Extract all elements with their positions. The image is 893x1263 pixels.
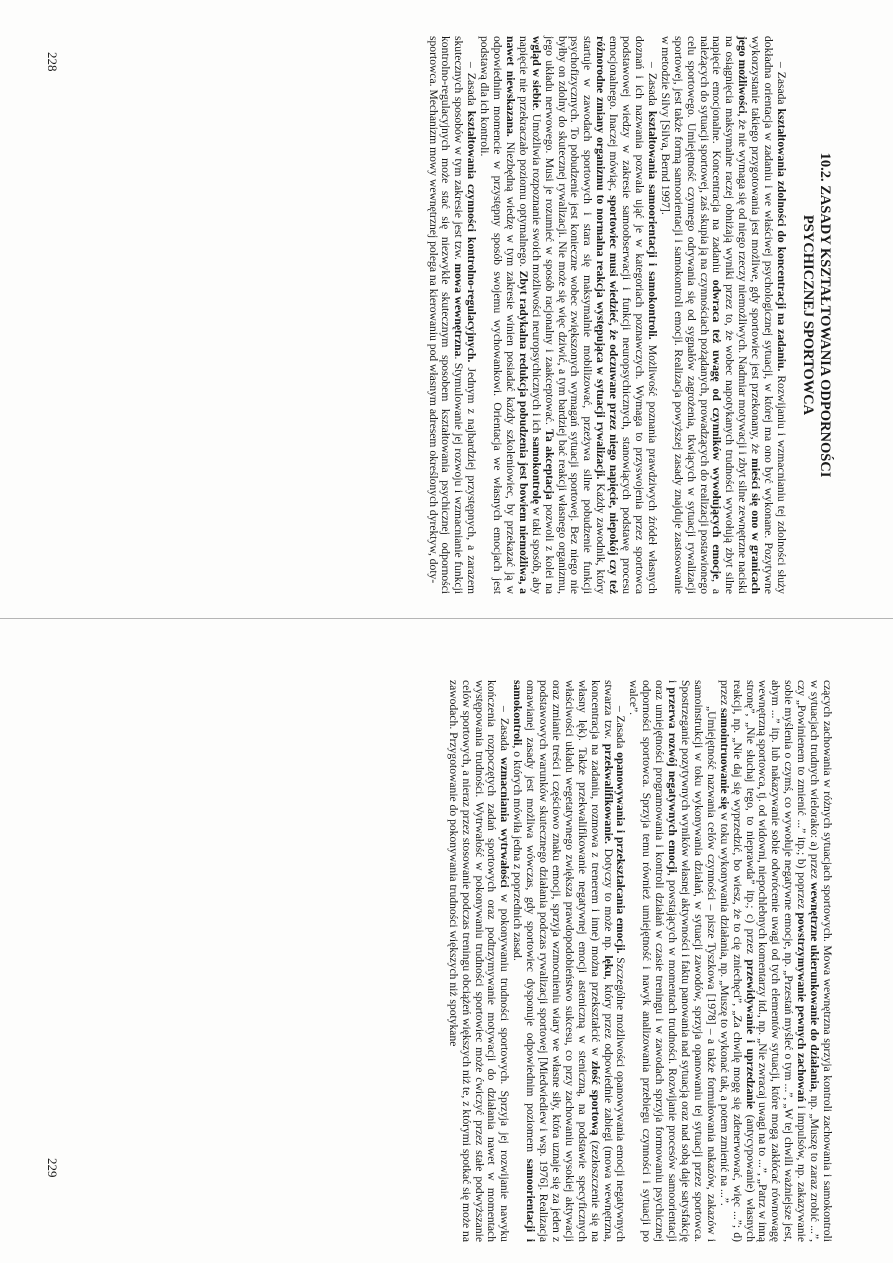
paragraph-concentration: – Zasada kształtowania zdolności do koncentracji na zadaniu. Rozwijaniu i wzmacnianiu tej zdolności służy dokładna orientacja w zadaniu i we właściwej psychologicznej sytuacji, w której ma ono być wykonane. Pozytywne wykorzystanie takiego przygotowania jest możliwe, gdy sportowiec jest przekonany, że mieści się ono w granicach jego możliwości, że nie wymaga się od niego rzeczy niemożliwych. Nadmiar motywacji i zbyt silne zewnętrzne naciski na osiągnięcia maksymalne raczej obniżają wyniki przez to, że wobec napotykanych trudności wywołują zbyt silne napięcie emocjonalne. Koncentracja na zadaniu odwraca też uwagę od czynników wywołujących emocje, a należących do sytuacji sportowej, zaś skupia ją na czynnościach pożądanych, prowadzących do realizacji postawionego celu sportowego. Umiejętność czynnego odrywania się od sygnałów zagrożenia, tkwiących w sytuacji rywalizacji sportowej, jest także formą samoorientacji i samokontroli emocji. Realizacja powyższej zasady znajduje zastosowanie w metodzie Silvy [Silva, Bernd 1997]. [658,36,788,595]
page-229 [73,680,833,1242]
page-fold-line [0,618,893,619]
paragraph-self-orientation: – Zasada kształtowania samoorientacji i samokontroli. Możliwość poznania prawdziwych źródeł własnych doznań i ich nazwania pozwala ująć je w kategoriach poznawczych. Wymaga to przyswojenia przez sportowca podstawowej wiedzy w zakresie samoobserwacji i funkcji neuropsychicznych, stanowiących podstawę procesu emocjonalnego. Inaczej mówiąc, sportowiec musi wiedzieć, że odczuwane przez niego napięcie, niepokój czy też różnorodne zmiany organizmu to normalna reakcja występująca w sytuacji rywalizacji. Każdy zawodnik, który startuje w zawodach sportowych i stara się maksymalnie mobilizować, przeżywa silne pobudzenie funkcji psychofizycznych. To pobudzenie jest konieczne wobec zwiększonych wymagań sytuacji sportowej. Bez niego nie byłby on zdolny do skutecznej rywalizacji. Nie może się więc dziwić, a tym bardziej bać reakcji własnego organizmu, jego układu nerwowego. Musi je rozumieć w sposób racjonalny i zaakceptować. Ta akceptacja pozwoli z kolei na wgląd w siebie. Umożliwia rozpoznanie swoich możliwości neuropsychicznych i ich samokontrolę w taki sposób, aby napięcie nie przekraczało poziomu optymalnego. Zbyt radykalna redukcja pobudzenia jest bowiem niemożliwa, a nawet niewskazana. Niezbędną wiedzę w tym zakresie winien posiadać każdy szkoleniowiec, by przekazać ją w odpowiednim momencie w przystępny sposób swojemu wychowankowi. Orientacja we własnych emocjach jest podstawą dla ich kontroli. [478,36,659,595]
paragraph-control-regulation: – Zasada kształtowania czynności kontrolno-regulacyjnych. Jednym z najbardziej przystępnych, a zarazem skutecznych sposobów w tym zakresie jest tzw. mowa wewnętrzna. Stymulowanie jej rozwoju i wzmacnianie funkcji kontrolno-regulacyjnych może stać się niezwykle skutecznym sposobem kształtowania psychicznej odporności sportowca. Mechanizm mowy wewnętrznej polega na kierowaniu pod własnym adresem określonych dyrektyw, doty- [426,36,479,595]
page-number-229: 229 [45,1158,60,1178]
paragraph-quotation-tyszkowa: „Umiejętność nazwania celów czynności – pisze Tyszkowa [1978] – a także formułowania nakazów, zakazów i samoinstrukcji w toku wykonywania działań, w sytuacji zawodów, sprzyja opanowaniu tej sytuacji przez sportowca. Spostrzeganie pozytywnych wyników własnej aktywności i faktu panowania nad sytuacją oraz nad sobą daje satysfakcję i przerwa rozwój negatywnych emocji, powstających w momentach trudności. Rozwijanie procesów samoorientacji oraz umiejętności programowania i kontroli działań w czasie treningu i w zawodach sprzyja formowaniu psychicznej odporności sportowca. Sprzyja temu również umiejętność i nawyk analizowania przebiegu czynności i sytuacji po walce”. [627,680,718,1242]
paragraph-inner-speech-continued: czących zachowania w różnych sytuacjach sportowych. Mowa wewnętrzna sprzyja kontroli zachowania i samokontroli w sytuacjach trudnych wielorako: a) przez wewnętrzne ukierunkowanie do działania, np. „Muszę to zaraz zrobić ...”, czy „Powinienem to zmienić ...” itp.; b) poprzez powstrzymywanie pewnych zachowań i impulsów, np. zakazywanie sobie myślenia o czymś, co wywołuje negatywne emocje, np. „Przestań myśleć o tym ...”, „W tej chwili ważniejsze jest, abym ...” itp. lub nakazywanie sobie odwrócenie uwagi od tych elementów sytuacji, które mogą zakłócać równowagę wewnętrzną sportowca, tj. od widowni, niepochlebnych komentarzy itd., np. „Nie zwracaj uwagi na to ...”, „Patrz w inną stronę”, „Nie słuchaj tego, to nieprawda” itp.; c) przez przewidywanie i uprzedzanie (antycypowanie) własnych reakcji, np. „Nie daj się wyprzedzić, bo wiesz, że to cię zniechęci”, „Za chwilę mogę się zdenerwować, więc ...”; d) przez samointruowanie się w toku wykonywania działania, np. „Muszę to wykonać tak, a potem zmienić na ...”. [717,680,834,1242]
page-number-228: 228 [45,52,60,72]
page-228 [73,36,833,594]
section-title [799,36,833,594]
paragraph-emotion-control: – Zasada opanowywania i przekształcania emocji. Szczególne możliwości opanowywania emocji negatywnych stwarza tzw. przekwalifikowanie. Dotyczy to może np. lęku, który przez odpowiednie zabiegi (mowa wewnętrzna, koncentracja na zadaniu, rozmowa z trenerem i inne) można przekształcić w złość sportową (zezłoszczenie się na własny lęk). Także przekwalifikowanie negatywnej emocji asteniczną w steniczną, na podstawie specyficznych właściwości układu wegetatywnego zwiększa prawdopodobieństwo sukcesu, co przy zachowaniu wysokiej aktywacji oraz zmianie treści i częściowo znaku emocji, sprzyja wzmocnieniu wiary we własne siły, która uznaje się za jeden z podstawowych warunków skutecznego działania podczas rywalizacji sportowej [Miedwiediew i wsp. 1976]. Realizacja omawianej zasady jest możliwa wówczas, gdy sportowiec dysponuje odpowiednim poziomem samoorientacji i samokontroli, o których mówiła jedna z poprzednich zasad. [511,680,628,1243]
section-title-line2: PSYCHICZNEJ SPORTOWCA [800,214,816,416]
section-title-line1: 10.2. ZASADY KSZTAŁTOWANIA ODPORNOŚCI [817,152,833,478]
paragraph-persistence: – Zasada wzmacniania wytrwałości w pokonywaniu trudności sportowych. Sprzyja jej rozwijanie nawyku kończenia rozpoczętych zadań sportowych oraz podtrzymywanie motywacji do działania nawet w momentach występowania trudności. Wytrwałość w pokonywaniu trudności sportowiec może ćwiczyć przez stałe podwyższanie celów sportowych, a nieraz przez stosowanie podczas treningu obciążeń większych niż te, z którymi spotkać się może na zawodach. Przygotowanie do pokonywania trudności większych niż spotykane [446,680,512,1242]
